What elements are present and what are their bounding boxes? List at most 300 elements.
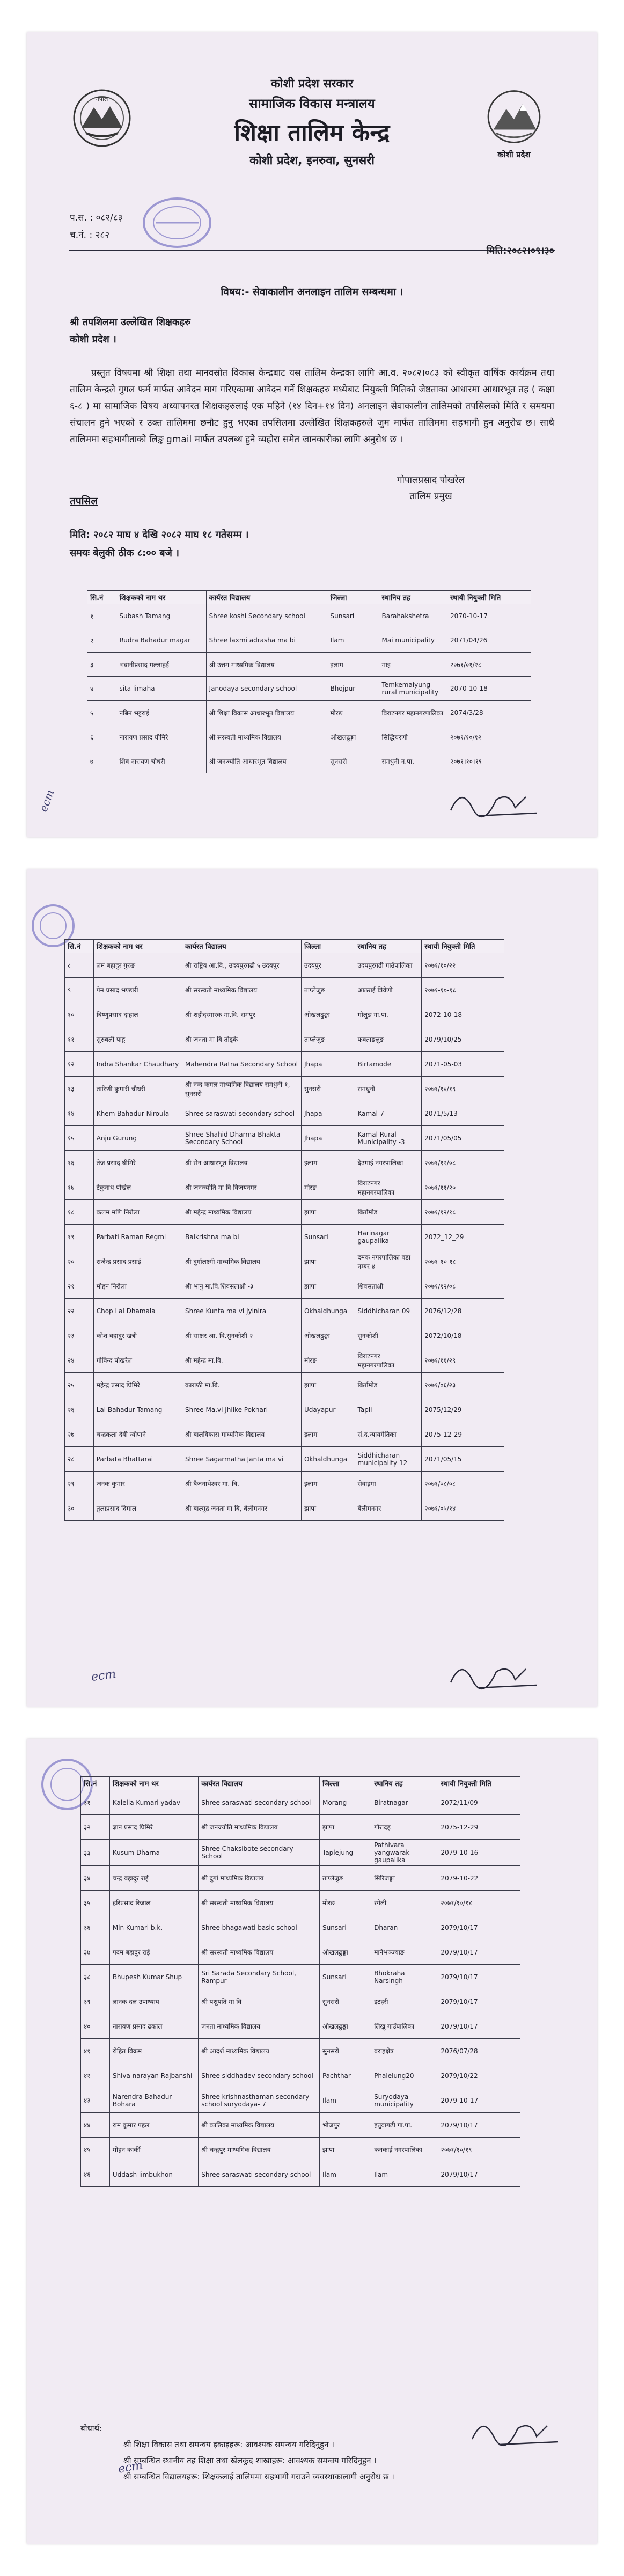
cell-school: श्री जनता मा बि तोड्के: [182, 1027, 302, 1052]
cell-name: राम कुमार पहल: [109, 2113, 198, 2138]
cell-name: तुलाप्रसाद दिमाल: [93, 1496, 182, 1521]
cell-sn: ११: [65, 1027, 94, 1052]
cell-address: बेलीमनगर: [355, 1496, 422, 1521]
table-row: [81, 1790, 520, 1815]
cell-sn: २: [87, 628, 116, 653]
teacher-table-2: [64, 939, 504, 1521]
table-row: [65, 1323, 504, 1348]
handwritten-mark: ecm: [36, 788, 57, 814]
cell-date: 2070-10-18: [447, 677, 531, 701]
cell-address: हतुवागढी गा.पा.: [371, 2113, 438, 2138]
cell-sn: ४६: [81, 2162, 110, 2187]
cell-date: 2075-12-29: [438, 1815, 520, 1840]
cell-date: २०७१।१०।१९: [447, 749, 531, 773]
letter-subject: विषय:- सेवाकालीन अनलाइन तालिम सम्बन्धमा ।: [221, 286, 403, 298]
cell-district: Jhapa: [302, 1126, 355, 1151]
cell-school: Shree Chaksibote secondary School: [199, 1840, 320, 1866]
table-row: [65, 1200, 504, 1225]
cell-school: श्री महेन्द्र माध्यमिक विद्यालय: [182, 1200, 302, 1225]
table-header-row: [81, 1777, 520, 1790]
cell-name: सुरुबली पाड्ड: [93, 1027, 182, 1052]
cell-name: पदम बहादुर राई: [109, 1940, 198, 1965]
cell-date: 2071-05-03: [422, 1052, 504, 1077]
cell-name: Kalella Kumari yadav: [109, 1790, 198, 1815]
cell-district: ओखलढुङ्गा: [302, 1323, 355, 1348]
cell-date: 2071/05/05: [422, 1126, 504, 1151]
cell-date: २०७१/०५/१४: [422, 1496, 504, 1521]
cell-sn: ४३: [81, 2088, 110, 2113]
cell-address: विराटनगर महानगरपालिका: [355, 1175, 422, 1200]
header-divider: [69, 250, 555, 251]
cell-district: Ilam: [319, 2088, 371, 2113]
signature-scribble-icon: [445, 1653, 542, 1693]
table-row: [65, 1027, 504, 1052]
cell-address: Ilam: [371, 2162, 438, 2187]
cell-school: श्री नन्द कमल माध्यमिक विद्यालय रामधुनी-१, सुनसरी: [182, 1077, 302, 1101]
cell-name: Kusum Dharna: [109, 1840, 198, 1866]
cell-district: Jhapa: [302, 1101, 355, 1126]
table-body: [81, 1790, 520, 2187]
cell-school: कारण्ठी मा.बि.: [182, 1373, 302, 1397]
cell-date: 2079/10/17: [438, 2113, 520, 2138]
cell-school: Shree saraswati secondary school: [199, 2162, 320, 2187]
cc-item: श्री सम्बन्धित स्थानीय तह शिक्षा तथा खेलकुद शाखाहरू: आवश्यक समन्वय गरिदिनुहुन ।: [123, 2456, 377, 2465]
cell-address: Suryodaya municipality: [371, 2088, 438, 2113]
col-appointment-date: स्थायी नियुक्ती मिति: [447, 591, 531, 604]
cell-district: सुनसरी: [302, 1077, 355, 1101]
table-body: [87, 604, 531, 773]
svg-text:नेपाल: नेपाल: [96, 96, 108, 103]
cell-district: झापा: [302, 1373, 355, 1397]
cell-school: श्री भानु मा.वि.शिवसताक्षी -३: [182, 1274, 302, 1299]
cell-name: Khem Bahadur Niroula: [93, 1101, 182, 1126]
cell-district: मोरङ: [302, 1348, 355, 1373]
letter-body: प्रस्तुत विषयमा श्री शिक्षा तथा मानवस्रोत विकास केन्द्रबाट यस तालिम केन्द्रका लागि आ.व. २०८२।०८३ को स्वीकृत वार्षिक कार्यक्रम तथा तालिम केन्द्रले गुगल फर्म मार्फत आवेदन माग गरिएकामा आवेदन गर्ने शिक्षकहरु मध्येबाट नियुक्ती मितिको जेष्ठताका आधारमा आधारभूत तह ( कक्षा ६-८ ) मा सामाजिक विषय अध्यापनरत शिक्षकहरुलाई एक महिने (१४ दिन+१४ दिन) अनलाइन सेवाकालीन तालिमको तपसिलको मिति र समयमा संचालन हुने भएको र उक्त तालिममा छनौट हुनु भएका तपसिलमा उल्लेखित शिक्षकहरुले जुम मार्फत तालिममा सहभागी हुन अनुरोध छ। साथै तालिममा सहभागीताको लिङ्क gmail मार्फत उपलब्ध हुने व्यहोरा समेत जानकारीका लागि अनुरोध छ ।: [70, 368, 554, 445]
cell-name: नारायण प्रसाद घीमिरे: [116, 725, 206, 749]
cell-school: श्री दुर्गा माध्यमिक विद्यालय: [199, 1866, 320, 1891]
chalani-number: च.नं. : २८२: [70, 230, 110, 240]
table-row: [87, 701, 531, 725]
cell-district: Jhapa: [302, 1052, 355, 1077]
cell-school: Shree bhagawati basic school: [199, 1915, 320, 1940]
cell-school: श्री सरस्वती माध्यमिक विद्यालय: [199, 1940, 320, 1965]
cell-name: ज्ञान प्रसाद घिमिरे: [109, 1815, 198, 1840]
col-sn: सि.नं: [87, 591, 116, 604]
cell-date: 2071/04/26: [447, 628, 531, 653]
cell-school: श्री जनज्योति मा वि विजयनगर: [182, 1175, 302, 1200]
cell-address: Siddhicharan 09: [355, 1299, 422, 1323]
table-row: [81, 1915, 520, 1940]
cell-sn: ४१: [81, 2039, 110, 2063]
handwritten-mark: ecm: [117, 2458, 144, 2476]
cell-address: Birtamode: [355, 1052, 422, 1077]
table-row: [65, 1126, 504, 1151]
table-row: [87, 628, 531, 653]
cell-district: Okhaldhunga: [302, 1299, 355, 1323]
cell-district: मोरङ: [327, 701, 379, 725]
cell-name: लम बहादुर गुरुङ: [93, 953, 182, 978]
cell-address: Kamal Rural Municipality -3: [355, 1126, 422, 1151]
cell-school: Shree Sagarmatha Janta ma vi: [182, 1447, 302, 1472]
cell-address: लिखु गाउँपालिका: [371, 2014, 438, 2039]
col-district: जिल्ला: [319, 1777, 371, 1790]
cell-sn: २६: [65, 1397, 94, 1422]
cell-address: Bhokraha Narsingh: [371, 1965, 438, 1989]
table-row: [81, 1815, 520, 1840]
cell-date: 2079/10/17: [438, 1989, 520, 2014]
cell-sn: ३०: [65, 1496, 94, 1521]
cell-sn: १६: [65, 1151, 94, 1175]
cell-sn: २८: [65, 1447, 94, 1472]
table-row: [81, 1840, 520, 1866]
table-row: [81, 2138, 520, 2162]
cell-sn: २९: [65, 1472, 94, 1496]
cell-district: झापा: [302, 1274, 355, 1299]
table-row: [81, 2063, 520, 2088]
cell-district: ताप्लेजुङ: [302, 1027, 355, 1052]
cell-name: चन्द्रकला देवी न्यौपाने: [93, 1422, 182, 1447]
cell-address: कनकाई नगरपालिका: [371, 2138, 438, 2162]
cell-name: मोहन निरौला: [93, 1274, 182, 1299]
cell-district: ताप्लेजुङ: [319, 1866, 371, 1891]
cell-name: sita limaha: [116, 677, 206, 701]
cell-name: मोहन कार्की: [109, 2138, 198, 2162]
cell-name: जनक कुमार: [93, 1472, 182, 1496]
cell-name: पेम प्रसाद भण्डारी: [93, 978, 182, 1002]
cell-date: २०७१/०६/२३: [422, 1373, 504, 1397]
cell-school: श्री बैजनाथेश्वर मा. बि.: [182, 1472, 302, 1496]
cell-address: Phalelung20: [371, 2063, 438, 2088]
letter-date: मिति:२०८२।०९।३०: [486, 245, 554, 257]
teacher-table-1: [87, 590, 531, 773]
cell-sn: १३: [65, 1077, 94, 1101]
cell-name: Chop Lal Dhamala: [93, 1299, 182, 1323]
cell-date: 2072/11/09: [438, 1790, 520, 1815]
cell-school: Shree krishnasthaman secondary school suryodaya- 7: [199, 2088, 320, 2113]
cell-date: 2076/12/28: [422, 1299, 504, 1323]
cell-school: श्री चन्द्रपुर माध्यमिक विद्यालय: [199, 2138, 320, 2162]
cell-school: Shree Shahid Dharma Bhakta Secondary School: [182, 1126, 302, 1151]
table-row: [65, 1447, 504, 1472]
cell-date: २०७१/१२/१८: [422, 1200, 504, 1225]
cell-date: 2079/10/17: [438, 1915, 520, 1940]
cell-sn: २७: [65, 1422, 94, 1447]
cell-name: Narendra Bahadur Bohara: [109, 2088, 198, 2113]
training-schedule: [70, 526, 249, 562]
table-header-row: [65, 940, 504, 953]
cell-date: 2070-10-17: [447, 604, 531, 628]
cell-address: Siddhicharan municipality 12: [355, 1447, 422, 1472]
teacher-table-3: [80, 1776, 520, 2187]
cell-school: श्री सरस्वती माध्यमिक विद्यालय: [182, 978, 302, 1002]
cell-name: कलम मणि निरौला: [93, 1200, 182, 1225]
table-row: [65, 1373, 504, 1397]
table-row: [65, 1472, 504, 1496]
table-row: [65, 1101, 504, 1126]
table-row: [81, 1866, 520, 1891]
cell-district: Morang: [319, 1790, 371, 1815]
table-row: [65, 1077, 504, 1101]
letter-page-3: [27, 1739, 597, 2544]
cell-district: झापा: [302, 1200, 355, 1225]
cell-address: Pathivara yangwarak gaupalika: [371, 1840, 438, 1866]
cell-school: Shree laxmi adrasha ma bi: [206, 628, 327, 653]
cell-district: इलाम: [302, 1151, 355, 1175]
cell-address: मोलुङ गा.पा.: [355, 1002, 422, 1027]
cell-date: 2079/10/17: [438, 2162, 520, 2187]
cell-name: ज्ञानक दल उपाध्याय: [109, 1989, 198, 2014]
cell-district: इलाम: [327, 653, 379, 677]
table-row: [81, 1965, 520, 1989]
cell-school: श्री जनज्योति आधारभूत विद्यालय: [206, 749, 327, 773]
cell-name: गोविन्द पोखरेल: [93, 1348, 182, 1373]
cell-address: फक्ताङलुङ: [355, 1027, 422, 1052]
cell-address: Biratnagar: [371, 1790, 438, 1815]
cell-date: 2079/10/17: [438, 1965, 520, 1989]
table-row: [65, 1225, 504, 1249]
cell-sn: ९: [65, 978, 94, 1002]
cell-address: Barahakshetra: [379, 604, 447, 628]
table-row: [65, 1052, 504, 1077]
cell-address: Kamal-7: [355, 1101, 422, 1126]
cell-sn: ३८: [81, 1965, 110, 1989]
cell-sn: ५: [87, 701, 116, 725]
col-name: शिक्षकको नाम थर: [116, 591, 206, 604]
col-district: जिल्ला: [327, 591, 379, 604]
cell-school: श्री शहीदस्मारक मा.वि. रामपुर: [182, 1002, 302, 1027]
cell-school: Shree Ma.vi Jhilke Pokhari: [182, 1397, 302, 1422]
cell-address: सुनकोशी: [355, 1323, 422, 1348]
cell-sn: ४२: [81, 2063, 110, 2088]
table-row: [65, 1422, 504, 1447]
cell-date: 2076/07/28: [438, 2039, 520, 2063]
cell-district: सुनसरी: [319, 2039, 371, 2063]
cell-district: Ilam: [327, 628, 379, 653]
table-row: [87, 677, 531, 701]
cell-sn: ३७: [81, 1940, 110, 1965]
letter-page-1: [27, 32, 597, 837]
cell-name: तेज प्रसाद घीमिरे: [93, 1151, 182, 1175]
letter-recipients: [70, 314, 190, 348]
cell-name: राजेन्द्र प्रसाद प्रसाई: [93, 1249, 182, 1274]
cell-date: 2071/5/13: [422, 1101, 504, 1126]
cell-name: कोश बहादुर खत्री: [93, 1323, 182, 1348]
cell-address: रंगेली: [371, 1891, 438, 1915]
cell-address: बिर्तामोड: [355, 1373, 422, 1397]
cell-sn: २३: [65, 1323, 94, 1348]
cell-school: श्री उत्तम माध्यमिक विद्यालय: [206, 653, 327, 677]
col-sn: सि.नं: [65, 940, 94, 953]
table-row: [87, 725, 531, 749]
cell-date: २०७१/१०/१९: [438, 2138, 520, 2162]
table-row: [65, 1397, 504, 1422]
cell-school: श्री बाल्मुद्र जनता मा बि, बेलीमनगर: [182, 1496, 302, 1521]
letterhead-government: कोशी प्रदेश सरकार: [270, 77, 354, 91]
cell-address: सिद्धिचरणी: [379, 725, 447, 749]
col-local-level: स्थानिय तह: [371, 1777, 438, 1790]
cell-address: गौरादह: [371, 1815, 438, 1840]
cell-school: Shree koshi Secondary school: [206, 604, 327, 628]
col-name: शिक्षकको नाम थर: [93, 940, 182, 953]
cell-district: Bhojpur: [327, 677, 379, 701]
cell-name: चन्द्र बहादुर राई: [109, 1866, 198, 1891]
schedule-date: मिति: २०८२ माघ ४ देखि २०८२ माघ १८ गतेसम्म ।: [70, 529, 249, 540]
cell-address: सेवाइमा: [355, 1472, 422, 1496]
cell-sn: ३५: [81, 1891, 110, 1915]
cell-date: २०७१/१०/१२: [447, 725, 531, 749]
cell-date: 2079/10/17: [438, 2014, 520, 2039]
cell-school: Shree siddhadev secondary school: [199, 2063, 320, 2088]
cell-district: मोरङ: [319, 1891, 371, 1915]
cell-district: उदयपुर: [302, 953, 355, 978]
cell-school: जनता माध्यमिक विद्यालय: [199, 2014, 320, 2039]
cell-sn: ४५: [81, 2138, 110, 2162]
cell-date: 2079-10-22: [438, 1866, 520, 1891]
letterhead-ministry: सामाजिक विकास मन्त्रालय: [249, 96, 375, 111]
cell-sn: ८: [65, 953, 94, 978]
cell-district: सुनसरी: [319, 1989, 371, 2014]
signature-scribble-icon: [445, 781, 542, 821]
cell-sn: २४: [65, 1348, 94, 1373]
cell-district: मोरङ: [302, 1175, 355, 1200]
cell-sn: १८: [65, 1200, 94, 1225]
col-appointment-date: स्थायी नियुक्ती मिति: [438, 1777, 520, 1790]
cell-name: Anju Gurung: [93, 1126, 182, 1151]
table-row: [65, 1002, 504, 1027]
cell-date: 2075-12-29: [422, 1422, 504, 1447]
table-row: [81, 2088, 520, 2113]
cell-address: देउमाई नगरपालिका: [355, 1151, 422, 1175]
cell-sn: २१: [65, 1274, 94, 1299]
cell-address: सिरिजङ्घा: [371, 1866, 438, 1891]
letterhead: [27, 75, 597, 168]
col-district: जिल्ला: [302, 940, 355, 953]
cell-name: Lal Bahadur Tamang: [93, 1397, 182, 1422]
cell-sn: १९: [65, 1225, 94, 1249]
cell-date: २०७१/११/२९: [422, 1348, 504, 1373]
cell-address: माइ: [379, 653, 447, 677]
table-row: [81, 2162, 520, 2187]
cell-school: श्री शिक्षा विकास आधारभूत विद्यालय: [206, 701, 327, 725]
cell-sn: ३९: [81, 1989, 110, 2014]
cell-district: झापा: [319, 2138, 371, 2162]
cell-district: Udayapur: [302, 1397, 355, 1422]
col-school: कार्यरत विद्यालय: [182, 940, 302, 953]
table-row: [87, 604, 531, 628]
cell-address: आठराई त्रिवेणी: [355, 978, 422, 1002]
cell-sn: ३१: [81, 1790, 110, 1815]
cell-sn: ३: [87, 653, 116, 677]
cell-name: Rudra Bahadur magar: [116, 628, 206, 653]
table-row: [81, 2113, 520, 2138]
col-school: कार्यरत विद्यालय: [199, 1777, 320, 1790]
cell-address: रामधुनी: [355, 1077, 422, 1101]
cell-address: शिवसताक्षी: [355, 1274, 422, 1299]
cell-school: श्री कालिका माध्यमिक विद्यालय: [199, 2113, 320, 2138]
table-row: [81, 2014, 520, 2039]
cell-district: Pachthar: [319, 2063, 371, 2088]
cell-district: ताप्लेजुङ: [302, 978, 355, 1002]
cell-district: Sunsari: [327, 604, 379, 628]
cell-name: तारिणी कुमारी चौधरी: [93, 1077, 182, 1101]
cell-address: उदयपुरगढी गाउँपालिका: [355, 953, 422, 978]
details-heading: तपसिल: [70, 495, 98, 507]
col-appointment-date: स्थायी नियुक्ती मिति: [422, 940, 504, 953]
cell-school: श्री दुर्गालक्ष्मी माध्यमिक विद्यालय: [182, 1249, 302, 1274]
cell-address: Dharan: [371, 1915, 438, 1940]
cell-sn: २५: [65, 1373, 94, 1397]
cell-school: श्री बालविकास माध्यमिक विद्यालय: [182, 1422, 302, 1447]
cell-sn: २२: [65, 1299, 94, 1323]
cell-sn: १७: [65, 1175, 94, 1200]
table-row: [65, 1151, 504, 1175]
cell-sn: ३३: [81, 1840, 110, 1866]
cell-address: विराटनगर महानगरपालिका: [355, 1348, 422, 1373]
cell-name: नारायण प्रसाद ढकाल: [109, 2014, 198, 2039]
cell-district: ओखलढुङ्गा: [319, 2014, 371, 2039]
signer-title: तालिम प्रमुख: [409, 491, 452, 502]
logo-caption: कोशी प्रदेश: [497, 150, 531, 159]
signature-block: [366, 470, 495, 504]
table-row: [81, 1891, 520, 1915]
table-row: [81, 1989, 520, 2014]
cell-date: २०७१/११/२०: [422, 1175, 504, 1200]
cell-name: Parbata Bhattarai: [93, 1447, 182, 1472]
cell-district: Sunsari: [319, 1915, 371, 1940]
table-row: [81, 2039, 520, 2063]
cell-date: 2079-10-16: [438, 1840, 520, 1866]
cell-district: ओखलढुङ्गा: [319, 1940, 371, 1965]
cell-date: 2072_12_29: [422, 1225, 504, 1249]
cell-district: झापा: [319, 1815, 371, 1840]
cell-address: सं.द.न्यायमेतिका: [355, 1422, 422, 1447]
patra-sankhya: प.स. : ०८२/८३: [70, 213, 123, 223]
cell-date: 2074/3/28: [447, 701, 531, 725]
cell-name: रोहित विक्रम: [109, 2039, 198, 2063]
table-row: [65, 1496, 504, 1521]
cell-school: श्री राष्ट्रिय आ.वि., उदयपुरगढी ५ उदयपुर: [182, 953, 302, 978]
col-school: कार्यरत विद्यालय: [206, 591, 327, 604]
cell-date: २०७१/१०/१९: [422, 1077, 504, 1101]
reference-numbers: [70, 209, 122, 244]
cell-address: Mai municipality: [379, 628, 447, 653]
cell-date: २०७१-१०-१८: [422, 978, 504, 1002]
cell-date: 2079-10-17: [438, 2088, 520, 2113]
col-local-level: स्थानिय तह: [379, 591, 447, 604]
cell-date: २०७१/१२/०८: [422, 1274, 504, 1299]
cell-name: भवानीप्रसाद मल्लाहर्ई: [116, 653, 206, 677]
cell-date: २०७१/१२/०८: [422, 1151, 504, 1175]
cell-district: सुनसरी: [327, 749, 379, 773]
cell-address: इटहरी: [371, 1989, 438, 2014]
col-local-level: स्थानिय तह: [355, 940, 422, 953]
cc-label: बोधार्थ:: [80, 2424, 102, 2433]
cell-name: Subash Tamang: [116, 604, 206, 628]
cell-school: Sri Sarada Secondary School, Rampur: [199, 1965, 320, 1989]
cell-district: ओखलढुङ्गा: [327, 725, 379, 749]
letterhead-address: कोशी प्रदेश, इनरुवा, सुनसरी: [249, 154, 375, 167]
table-row: [65, 1299, 504, 1323]
table-row: [65, 978, 504, 1002]
cell-school: Mahendra Ratna Secondary School: [182, 1052, 302, 1077]
cell-date: २०७१/१०/२२: [422, 953, 504, 978]
cell-name: Parbati Raman Regmi: [93, 1225, 182, 1249]
cell-district: भोजपुर: [319, 2113, 371, 2138]
table-row: [65, 1175, 504, 1200]
table-row: [65, 953, 504, 978]
cell-sn: ४०: [81, 2014, 110, 2039]
cell-name: शिव नारायण चौधरी: [116, 749, 206, 773]
